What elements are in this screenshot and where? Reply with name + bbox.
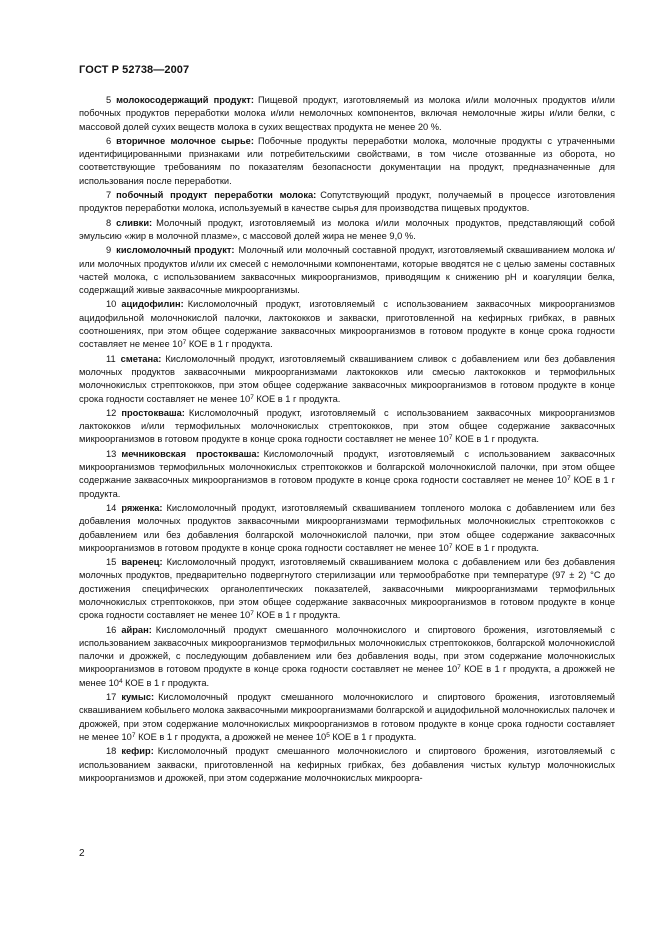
definition-text: Кисломолочный продукт, изготовляемый с использованием заквасочных микроорганизмов лактококков и/или термофильных молочнокислых стрептококков, при этом общее содержание заквасочных микроорганизмов в готовом продукте в конце срока годности составляет не менее 10 [79,407,615,445]
definition-number: 18 [106,746,117,757]
definition-text: КОЕ в 1 г продукта, а дрожжей не менее 10 [135,731,327,742]
definition-text: Кисломолочный продукт, изготовляемый с использованием заквасочных микроорганизмов ацидофильной молочнокислой палочки, лактококков и закваски, приготовленной на кефирных грибках, в равных соотношениях, при этом общее содержание заквасочных микроорганизмов в готовом продукте в конце срока годности составляет не менее 10 [79,299,615,350]
definition-term: ряженка: [121,502,163,513]
definition-10 [79,298,615,351]
definition-18 [79,745,615,785]
definition-13 [79,448,615,501]
definition-text: Кисломолочный продукт смешанного молочнокислого и спиртового брожения, изготовляемый с использованием закваски, приготовленной на кефирных грибках, без добавления чистых культур молочнокислых микроорганизмов и дрожжей, при этом содержание молочнокислых микроорга- [79,746,615,783]
definition-17 [79,691,615,744]
definition-term: вторичное молочное сырье: [116,135,254,146]
definition-term: айран: [121,624,152,635]
exponent: 7 [448,542,453,550]
definition-number: 16 [106,624,117,635]
definition-text: КОЕ в 1 г продукта. [253,393,341,404]
definition-text: Кисломолочный продукт, изготовляемый сквашиванием топленого молока с добавлением или без добавления молочных продуктов заквасочными микроорганизмами термофильных молочнокислых стрептококков с добавлением или без добавления болгарской молочнокислой палочки, при этом общее содержание заквасочных микроорганизмов в готовом продукте в конце срока годности составляет не менее 10 [79,502,615,553]
definition-term: простокваша: [121,407,185,418]
definition-text: КОЕ в 1 г продукта. [329,731,417,742]
exponent: 7 [250,393,254,401]
definition-number: 11 [106,353,116,364]
definition-term: мечниковская простокваша: [121,448,260,459]
exponent: 7 [250,610,254,618]
definition-text: Кисломолочный продукт смешанного молочнокислого и спиртового брожения, изготовляемый с использованием заквасочных микроорганизмов термофильных молочнокислых стрептококков, болгарской молочнокислой палочки и дрожжей, с последующим добавлением или без добавления воды, при этом содержание молочнокислых микроорганизмов в готовом продукте в конце срока годности составляет не менее 10 [79,624,615,675]
definition-number: 6 [106,135,112,146]
definition-number: 17 [106,692,117,703]
definition-7 [79,189,615,216]
exponent: 7 [131,731,136,739]
definition-text: Кисломолочный продукт смешанного молочнокислого и спиртового брожения, изготовляемый сквашиванием кобыльего молока заквасочными микроорганизмами болгарской и ацидофильной молочнокислых палочек и дрожжей, при этом содержание молочнокислых микроорганизмов в готовом продукте в конце срока годности составляет не менее 10 [79,692,615,742]
definition-text: КОЕ в 1 г продукта. [79,475,616,499]
definition-term: побочный продукт переработки молока: [116,190,317,201]
definition-number: 10 [106,299,117,310]
page-number: 2 [79,848,85,859]
definition-text: КОЕ в 1 г продукта. [253,610,341,621]
definition-number: 14 [106,502,117,513]
definition-term: кефир: [121,746,154,757]
definition-16 [79,624,615,690]
definition-6 [79,135,615,188]
definition-15 [79,556,615,622]
definition-text: Кисломолочный продукт, изготовляемый с использованием заквасочных микроорганизмов термофильных молочнокислых стрептококков и болгарской молочнокислой палочки, при этом общее содержание заквасочных микроорганизмов в готовом продукте в конце срока годности составляет не менее 10 [79,448,615,486]
definition-9 [79,244,615,297]
definition-8 [79,217,615,244]
definition-term: кисломолочный продукт: [116,245,235,256]
exponent: 7 [457,664,461,672]
definition-term: сметана: [120,353,162,364]
definition-text: Побочные продукты переработки молока, молочные продукты с утраченными идентифицированными признаками или потребительскими свойствами, в том числе отозванные из оборота, но соответствующие требованиям по показателям безопасности документации на продукт, предназначенные для использования после переработки. [79,135,615,186]
exponent: 7 [566,475,571,483]
definition-text: КОЕ в 1 г продукта. [452,434,539,445]
definition-number: 7 [106,190,112,201]
definition-term: кумыс: [121,692,155,703]
definition-text: КОЕ в 1 г продукта. [452,542,539,553]
definition-text: Молочный или молочный составной продукт, изготовляемый сквашиванием молока и/или молочных продуктов и/или их смесей с немолочными компонентами, которые вводятся не с целью замены составных частей молока, с использованием заквасочных микроорганизмов, приводящим к снижению рН и коагуляции белка, содержащий живые заквасочные микроорганизмы. [79,245,615,296]
definition-term: ацидофилин: [121,299,184,310]
definition-number: 8 [106,217,112,228]
exponent: 4 [118,677,123,685]
definition-5 [79,94,615,134]
definition-text: КОЕ в 1 г продукта. [186,339,273,350]
definition-text: Пищевой продукт, изготовляемый из молока и/или молочных продуктов и/или побочных продуктов переработки молока и/или немолочных компонентов, включая немолочные жиры и/или белки, с массовой долей сухих веществ молока в сухих веществах продукта не менее 20 %. [79,95,615,132]
exponent: 7 [182,339,187,347]
definition-number: 13 [106,448,117,459]
definition-term: сливки: [116,217,153,228]
definition-term: варенец: [121,557,163,568]
definitions-list [79,94,615,786]
exponent: 7 [448,434,453,442]
definition-11 [79,353,615,406]
definition-number: 15 [106,557,117,568]
definition-14 [79,502,615,555]
definition-number: 12 [106,407,117,418]
definition-text: Кисломолочный продукт, изготовляемый сквашиванием молока с добавлением или без добавления молочных продуктов, предварительно подвергнутого стерилизации или термообработке при температуре (97 ± 2) °С до достижения специфических органолептических показателей, заквасочными микроорганизмами термофильных молочнокислых стрептококков, при этом общее содержание заквасочных микроорганизмов в готовом продукте в конце срока годности составляет не менее 10 [79,557,615,621]
definition-text: Молочный продукт, изготовляемый из молока и/или молочных продуктов, представляющий собой эмульсию «жир в молочной плазме», с массовой долей жира не менее 9,0 %. [79,217,615,241]
definition-term: молокосодержащий продукт: [116,95,254,105]
definition-text: КОЕ в 1 г продукта, а дрожжей не менее 10 [79,664,615,688]
definition-12 [79,407,615,447]
definition-number: 9 [106,245,112,256]
definition-text: Кисломолочный продукт, изготовляемый сквашиванием сливок с добавлением или без добавления молочных продуктов заквасочными микроорганизмами лактококков или смесью лактококков и термофильных молочнокислых стрептококков, при этом общее содержание заквасочных микроорганизмов в готовом продукте в конце срока годности составляет не менее 10 [79,353,615,404]
definition-text: Сопутствующий продукт, получаемый в процессе изготовления продуктов переработки молока, используемый в качестве сырья для производства пищевых продуктов. [79,190,615,214]
definition-text: КОЕ в 1 г продукта. [122,677,210,688]
definition-number: 5 [106,95,112,105]
document-header: ГОСТ Р 52738—2007 [79,64,190,76]
exponent: 5 [326,731,330,739]
